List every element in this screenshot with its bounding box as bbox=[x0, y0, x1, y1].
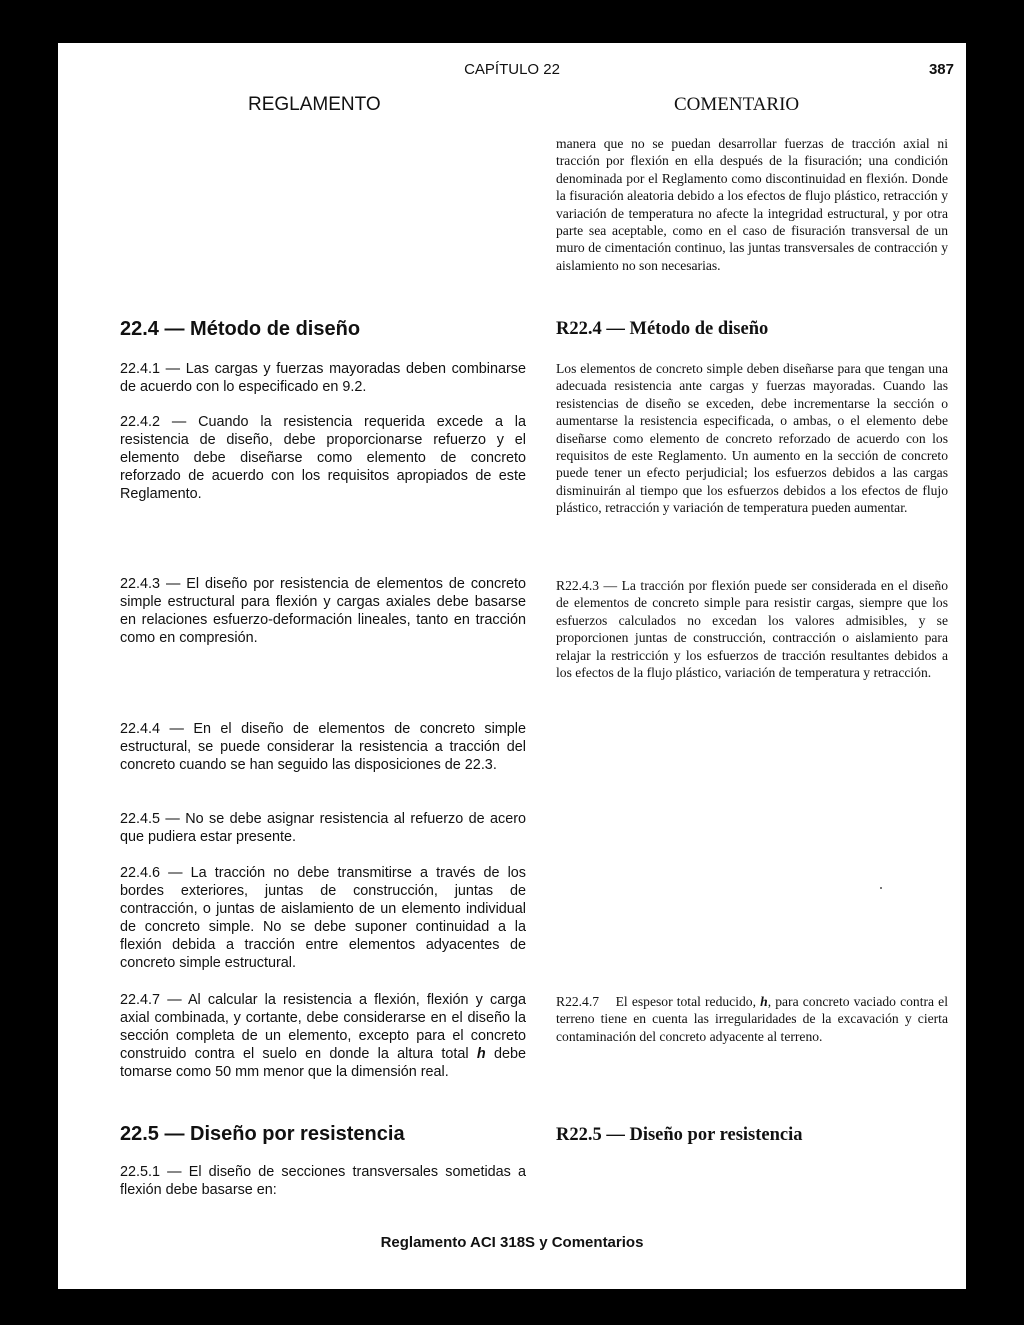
clause-22-4-6 bbox=[120, 864, 526, 972]
clause-22-5-1 bbox=[120, 1163, 526, 1199]
commentary-r22-4-7 bbox=[556, 993, 948, 1045]
clause-number: 22.4.5 bbox=[120, 811, 161, 827]
clause-text: — En el diseño de elementos de concreto simple estructural, se puede considerar la resistencia a tracción del concreto cuando se han seguido las disposiciones de 22.3. bbox=[120, 721, 526, 773]
clause-22-4-3 bbox=[120, 575, 526, 647]
clause-number: 22.5.1 bbox=[120, 1164, 161, 1180]
clause-text: — El diseño de secciones transversales sometidas a flexión debe basarse en: bbox=[120, 1164, 526, 1198]
commentary-text: El espesor total reducido, bbox=[615, 994, 756, 1009]
commentary-number: R22.4.3 bbox=[556, 578, 600, 593]
clause-number: 22.4.4 bbox=[120, 721, 161, 737]
page-number: 387 bbox=[928, 61, 954, 78]
clause-text: — No se debe asignar resistencia al refuerzo de acero que pudiera estar presente. bbox=[120, 811, 526, 845]
speck-mark bbox=[880, 887, 882, 889]
commentary-22-4-heading: R22.4 — Método de diseño bbox=[556, 319, 769, 339]
clause-text: — La tracción no debe transmitirse a través de los bordes exteriores, juntas de construcción, juntas de contracción, o juntas de aislamiento de un elemento individual de concreto simple. No se debe suponer continuidad a la flexión debida a tracción entre elementos adyacentes de concreto simple estructural. bbox=[120, 865, 526, 971]
clause-number: 22.4.6 bbox=[120, 865, 161, 881]
clause-22-4-2 bbox=[120, 413, 526, 503]
clause-22-4-1 bbox=[120, 360, 526, 396]
page-footer: Reglamento ACI 318S y Comentarios bbox=[380, 1234, 644, 1251]
clause-22-4-5 bbox=[120, 810, 526, 846]
commentary-intro-paragraph: manera que no se puedan desarrollar fuerzas de tracción axial ni tracción por flexión en ella después de la fisuración; una condición denominada por el Reglamento como discontinuidad en flexión. Donde la fisuración aleatoria debido a los efectos de flujo plástico, retracción y variación de temperatura no afecte la integridad estructural, y por otra parte sea aceptable, como en el caso de fisuración transversal de un muro de cimentación continuo, las juntas transversales de contracción y aislamiento no son necesarias. bbox=[556, 136, 948, 273]
commentary-22-5-heading: R22.5 — Diseño por resistencia bbox=[556, 1125, 803, 1145]
commentary-number: R22.4.7 bbox=[556, 994, 600, 1009]
clause-22-4-7 bbox=[120, 991, 526, 1081]
left-column-title: REGLAMENTO bbox=[248, 94, 381, 115]
height-symbol: h bbox=[760, 994, 768, 1009]
document-page bbox=[58, 43, 966, 1289]
commentary-r22-4-3 bbox=[556, 577, 948, 681]
clause-number: 22.4.3 bbox=[120, 576, 161, 592]
commentary-text-continued: , para concreto vaciado contra el terreno tiene en cuenta las irregularidades de la excavación y cierta contaminación del concreto adyacente al terreno. bbox=[556, 994, 948, 1044]
clause-number: 22.4.2 bbox=[120, 414, 161, 430]
height-symbol: h bbox=[476, 1046, 486, 1062]
clause-text: — Cuando la resistencia requerida excede a la resistencia de diseño, debe proporcionarse refuerzo y el elemento debe diseñarse como elemento de concreto reforzado de acuerdo con los requisitos apropiados de este Reglamento. bbox=[120, 414, 527, 502]
clause-number: 22.4.1 bbox=[120, 361, 161, 377]
section-22-4-heading: 22.4 — Método de diseño bbox=[120, 318, 361, 340]
clause-text-continued: debe tomarse como 50 mm menor que la dimensión real. bbox=[120, 1046, 527, 1080]
right-column-title: COMENTARIO bbox=[674, 94, 800, 115]
clause-text: — El diseño por resistencia de elementos de concreto simple estructural para flexión y cargas axiales debe basarse en relaciones esfuerzo-deformación lineales, tanto en tracción como en compresión. bbox=[120, 576, 527, 646]
chapter-title: CAPÍTULO 22 bbox=[464, 61, 560, 78]
section-22-5-heading: 22.5 — Diseño por resistencia bbox=[120, 1123, 405, 1145]
clause-22-4-4 bbox=[120, 720, 526, 774]
clause-text: — Las cargas y fuerzas mayoradas deben combinarse de acuerdo con lo especificado en 9.2. bbox=[120, 361, 526, 395]
clause-number: 22.4.7 bbox=[120, 992, 161, 1008]
commentary-22-4-paragraph: Los elementos de concreto simple deben diseñarse para que tengan una adecuada resistencia ante cargas y fuerzas mayoradas. Cuando las resistencias de diseño se exceden, debe incrementarse la sección o aumentarse la resistencia especificada, o ambas, o el elemento debe diseñarse como elemento de concreto reforzado de acuerdo con los requisitos de este Reglamento. Un aumento en la sección de concreto puede tener un efecto perjudicial; los esfuerzos debidos a las cargas disminuirán al tiempo que los esfuerzos debidos a los efectos de flujo plástico, retracción y variación de temperatura pueden aumentar. bbox=[556, 361, 948, 516]
commentary-text: — La tracción por flexión puede ser considerada en el diseño de elementos de concreto simple para resistir cargas, siempre que los esfuerzos calculados no excedan los valores admisibles, y se proporcionen juntas de construcción, contracción o aislamiento para relajar la restricción y los esfuerzos de tracción resultantes debidos a los efectos de la flujo plástico, variación de temperatura y retracción. bbox=[556, 578, 948, 681]
clause-text: — Al calcular la resistencia a flexión, flexión y carga axial combinada, y cortante, debe considerarse en el diseño la sección completa de un elemento, excepto para el concreto construido contra el suelo en donde la altura total bbox=[120, 992, 527, 1062]
